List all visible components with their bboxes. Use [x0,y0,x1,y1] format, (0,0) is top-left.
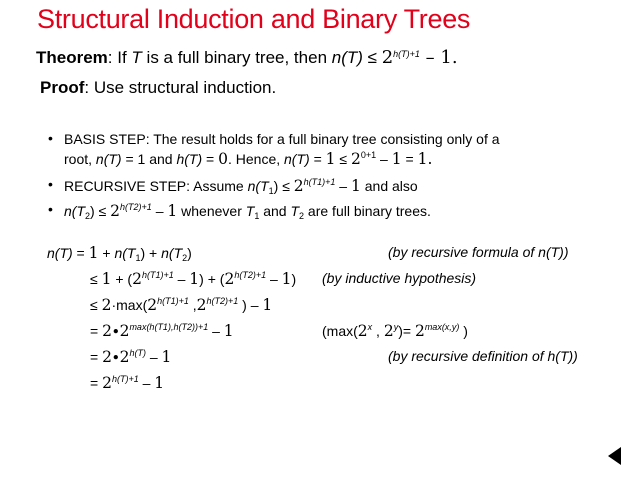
reason-recursive-definition: (by recursive definition of h(T)) [388,348,578,364]
derivation-line-4: = $2\cdot 2^{max(h(T1),h(T2))+1} - 1$ [90,322,234,340]
recursive-step-line: RECURSIVE STEP: Assume $n(T_1) \le 2^{h(T1)+1} - 1$ and also [64,177,418,196]
reason-recursive-formula: (by recursive formula of n(T)) [388,244,569,260]
theorem-label: Theorem [36,48,108,67]
derivation-line-6: = $2^{h(T)+1} - 1$ [90,374,165,392]
basis-step-line-1: BASIS STEP: The result holds for a full binary tree consisting only of a [64,131,500,147]
derivation-line-2: ≤ $1 + (2^{h(T1)+1} - 1) + (2^{h(T2)+1} - 1)$ [90,270,297,288]
bullet-dot: • [48,176,53,192]
basis-step-line-2: root, n(T) = 1 and h(T) = 0. Hence, $n(T) = 1 \le 2^{0+1} - 1 = 1$. [64,150,433,168]
derivation-line-3: ≤ $2\cdot\max(2^{h(T1)+1}$ $,2^{h(T2)+1}$ ) – 1 [90,296,273,314]
bullet-dot: • [48,201,53,217]
proof-label: Proof [40,78,85,97]
bullet-dot: • [48,130,53,146]
hypothesis-line: $n(T_2) \le 2^{h(T2)+1} - 1$ whenever $T_1$ and $T_2$ are full binary trees. [64,202,431,221]
reason-max-identity: (max(2$^x$ , $2^y)= 2^{max(x,y)}$ ) [322,322,468,340]
previous-slide-arrow-icon[interactable] [608,447,622,465]
proof-statement: Proof: Use structural induction. [40,78,277,97]
theorem-statement: Theorem: If T is a full binary tree, then $n(T) \le 2^{h(T)+1} - 1$. [36,47,458,68]
derivation-line-1: $n(T) = 1 + n(T_1) + n(T_2)$ [47,244,192,263]
slide-title: Structural Induction and Binary Trees [37,4,471,34]
reason-inductive-hypothesis: (by inductive hypothesis) [322,270,477,286]
derivation-line-5: = $2\cdot 2^{h(T)} - 1$ [90,348,172,366]
